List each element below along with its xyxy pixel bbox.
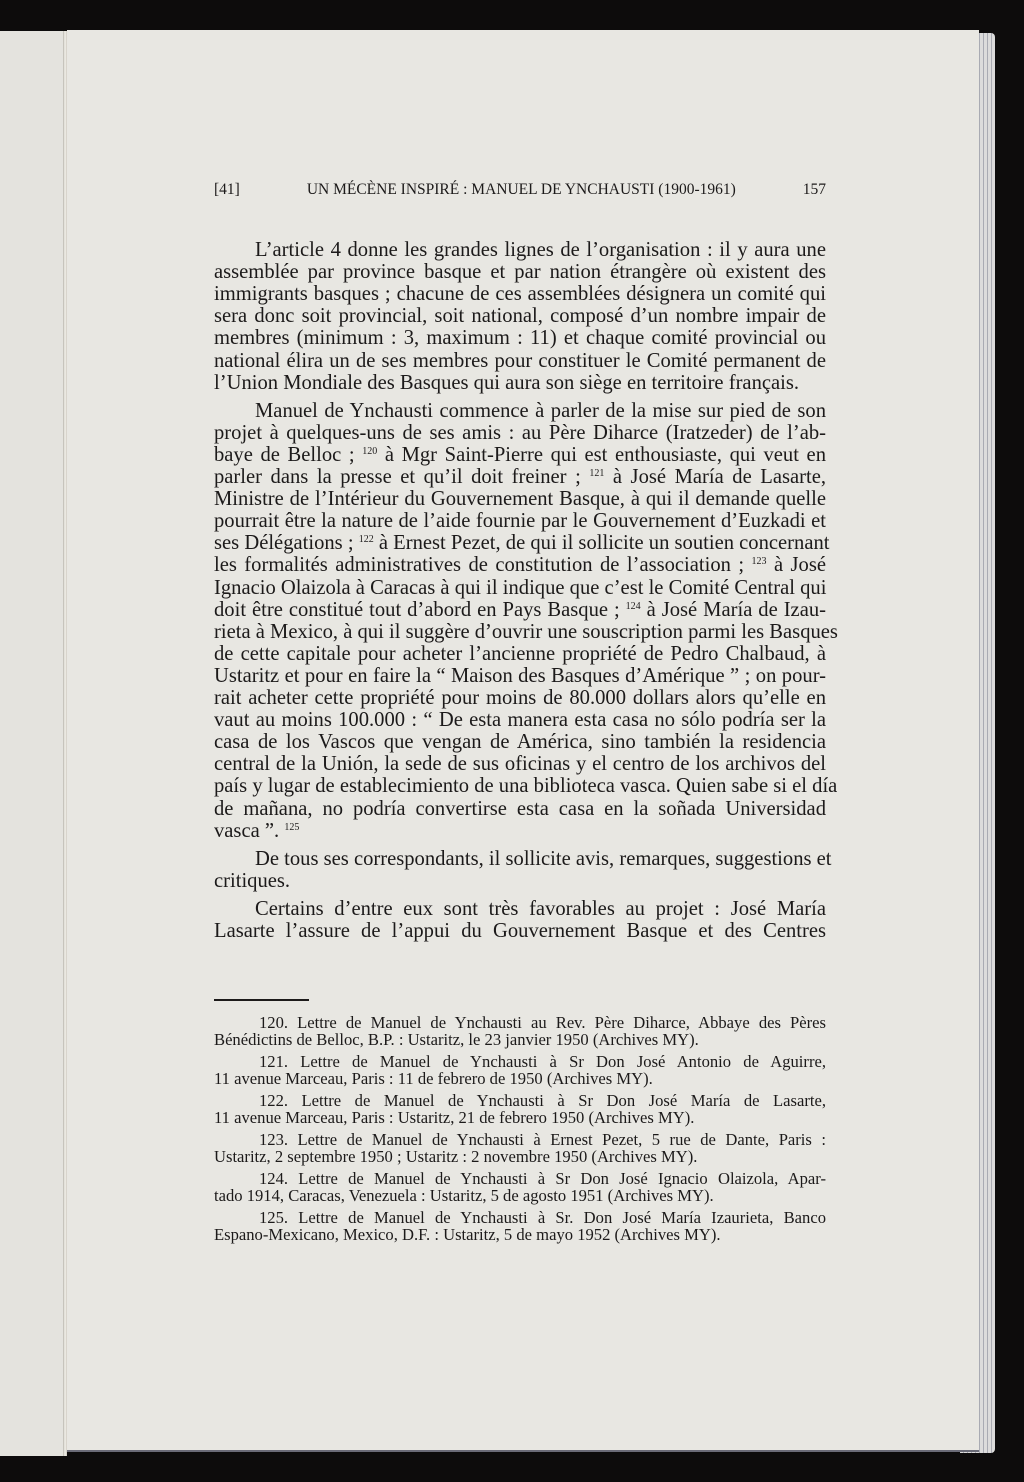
body-line [214, 554, 826, 576]
footnote-line [214, 1187, 826, 1205]
text-segment: Bénédictins de Belloc, B.P. : Ustaritz, le 23 janvier 1950 (Archives MY). [214, 1030, 699, 1050]
footnote-line [214, 1109, 826, 1127]
footnote-reference[interactable]: 122 [358, 534, 374, 546]
body-line [214, 444, 826, 466]
body-line [214, 898, 826, 920]
text-segment: 11 avenue Marceau, Paris : Ustaritz, 21 de febrero 1950 (Archives MY). [214, 1108, 695, 1128]
body-line [214, 798, 826, 820]
text-segment: 121. Lettre de Manuel de Ynchausti à Sr Don José Antonio de Aguirre, [259, 1052, 826, 1071]
body-line [214, 599, 826, 621]
body-line [214, 709, 826, 731]
body-line [214, 422, 826, 444]
body-line [214, 577, 826, 599]
footnote-reference[interactable]: 121 [589, 468, 605, 479]
section-number: [41] [214, 181, 240, 198]
text-segment: 123. Lettre de Manuel de Ynchausti à Ernest Pezet, 5 rue de Dante, Paris : [259, 1130, 826, 1149]
body-line [214, 510, 826, 532]
text-segment: Ustaritz et pour en faire la “ Maison des Basques d’Amérique ” ; on pour- [214, 664, 826, 687]
footnote-line [214, 1070, 826, 1088]
text-segment: Ministre de l’Intérieur du Gouvernement Basque, à qui il demande quelle [214, 488, 826, 511]
text-segment: national élira un de ses membres pour constituer le Comité permanent de [214, 349, 826, 372]
text-segment: De tous ses correspondants, il sollicite avis, remarques, suggestions et [255, 847, 832, 870]
text-segment: rait acheter cette propriété pour moins de 80.000 dollars alors qu’elle en [214, 687, 826, 709]
text-segment: critiques. [214, 869, 291, 892]
text-segment: Ignacio Olaizola à Caracas à qui il indique que c’est le Comité Central qui [214, 576, 827, 599]
body-line [214, 643, 826, 665]
text-segment: vasca ”. [214, 819, 285, 842]
body-line [214, 261, 826, 283]
body-line [214, 488, 826, 510]
footnote-line [214, 1031, 826, 1049]
text-segment: vaut au moins 100.000 : “ De esta manera esta casa no sólo podría ser la [214, 709, 826, 732]
text-segment: les formalités administratives de constitution de l’association ; [214, 554, 752, 577]
text-segment: à José [766, 554, 827, 577]
body-line [214, 283, 826, 305]
body-line [214, 820, 826, 842]
text-segment: pourrait être la nature de l’aide fournie par le Gouvernement d’Euzkadi et [214, 510, 826, 533]
text-segment: à Ernest Pezet, de qui il sollicite un soutien concernant [373, 532, 830, 555]
text-segment: 125. Lettre de Manuel de Ynchausti à Sr. Don José María Izaurieta, Banco [259, 1208, 826, 1227]
text-segment: de cette capitale pour acheter l’ancienne propriété de Pedro Chalbaud, à [214, 642, 826, 665]
text-segment: Lasarte l’assure de l’appui du Gouvernement Basque et des Centres [214, 920, 826, 942]
text-segment: L’article 4 donne les grandes lignes de l’organisation : il y aura une [255, 239, 826, 261]
text-segment: immigrants basques ; chacune de ces assemblées désignera un comité qui [214, 283, 826, 306]
text-segment: 11 avenue Marceau, Paris : 11 de febrero de 1950 (Archives MY). [214, 1069, 653, 1089]
running-header [214, 181, 826, 199]
text-segment: membres (minimum : 3, maximum : 11) et chaque comité provincial ou [214, 327, 826, 350]
body-line [214, 350, 826, 372]
text-segment: 122. Lettre de Manuel de Ynchausti à Sr Don José María de Lasarte, [259, 1091, 826, 1110]
text-segment: Manuel de Ynchausti commence à parler de la mise sur pied de son [255, 399, 826, 422]
footnote-reference[interactable]: 125 [284, 821, 300, 833]
page-number: 157 [802, 181, 826, 198]
text-segment: central de la Unión, la sede de sus oficinas y el centro de los archivos del [214, 753, 826, 776]
footnote-separator [214, 999, 309, 1001]
text-segment: projet à quelques-uns de ses amis : au Père Diharce (Iratzeder) de l’ab- [214, 421, 826, 444]
body-line [214, 620, 838, 643]
body-line [214, 466, 826, 488]
facing-page-edge [0, 31, 66, 1456]
text-segment: à José María de Izau- [640, 598, 826, 621]
body-line [214, 327, 826, 349]
text-segment: Espano-Mexicano, Mexico, D.F. : Ustaritz, 5 de mayo 1952 (Archives MY). [214, 1225, 721, 1245]
body-line [214, 847, 832, 870]
body-line [214, 532, 830, 555]
footnote-line [214, 1226, 826, 1244]
footnote-line [214, 1148, 826, 1166]
body-line [214, 870, 826, 892]
running-title: UN MÉCÈNE INSPIRÉ : MANUEL DE YNCHAUSTI (1900-1961) [306, 181, 736, 198]
text-segment: doit être constitué tout d’abord en Pays Basque ; [214, 598, 626, 621]
text-segment: 124. Lettre de Manuel de Ynchausti à Sr Don José Ignacio Olaizola, Apar- [259, 1169, 826, 1188]
body-line [214, 400, 826, 422]
text-segment: tado 1914, Caracas, Venezuela : Ustaritz, 5 de agosto 1951 (Archives MY). [214, 1186, 714, 1206]
body-line [214, 665, 826, 687]
footnote-reference[interactable]: 123 [751, 556, 767, 568]
text-segment: ses Délégations ; [214, 532, 359, 555]
footnote-reference[interactable]: 120 [362, 445, 378, 457]
body-line [214, 753, 826, 775]
body-line [214, 239, 826, 261]
text-segment: de mañana, no podría convertirse esta casa en la soñada Universidad [214, 797, 826, 820]
text-segment: l’Union Mondiale des Basques qui aura son siège en territoire français. [214, 371, 800, 394]
text-segment: sera donc soit provincial, soit national, composé d’un nombre impair de [214, 305, 826, 328]
text-segment: à José María de Lasarte, [604, 466, 826, 488]
text-segment: Certains d’entre eux sont très favorables au projet : José María [255, 897, 826, 920]
body-line [214, 687, 826, 709]
text-segment: rieta à Mexico, à qui il suggère d’ouvrir une souscription parmi les Basques [214, 620, 838, 643]
body-line [214, 305, 826, 327]
body-line [214, 920, 826, 942]
body-line [214, 372, 826, 394]
text-segment: país y lugar de establecimiento de una biblioteca vasca. Quien sabe si el día [214, 775, 838, 798]
text-segment: 120. Lettre de Manuel de Ynchausti au Rev. Père Diharce, Abbaye des Pères [259, 1013, 826, 1032]
text-segment: Ustaritz, 2 septembre 1950 ; Ustaritz : 2 novembre 1950 (Archives MY). [214, 1147, 698, 1167]
text-segment: casa de los Vascos que vengan de América, sino también la residencia [214, 731, 826, 754]
text-segment: parler dans la presse et qu’il doit freiner ; [214, 466, 590, 488]
text-segment: assemblée par province basque et par nation étrangère où existent des [214, 261, 826, 284]
body-line [214, 731, 826, 753]
footnote-reference[interactable]: 124 [625, 600, 641, 612]
body-line [214, 775, 838, 798]
text-segment: baye de Belloc ; [214, 443, 363, 466]
text-segment: à Mgr Saint-Pierre qui est enthousiaste, qui veut en [377, 443, 826, 466]
